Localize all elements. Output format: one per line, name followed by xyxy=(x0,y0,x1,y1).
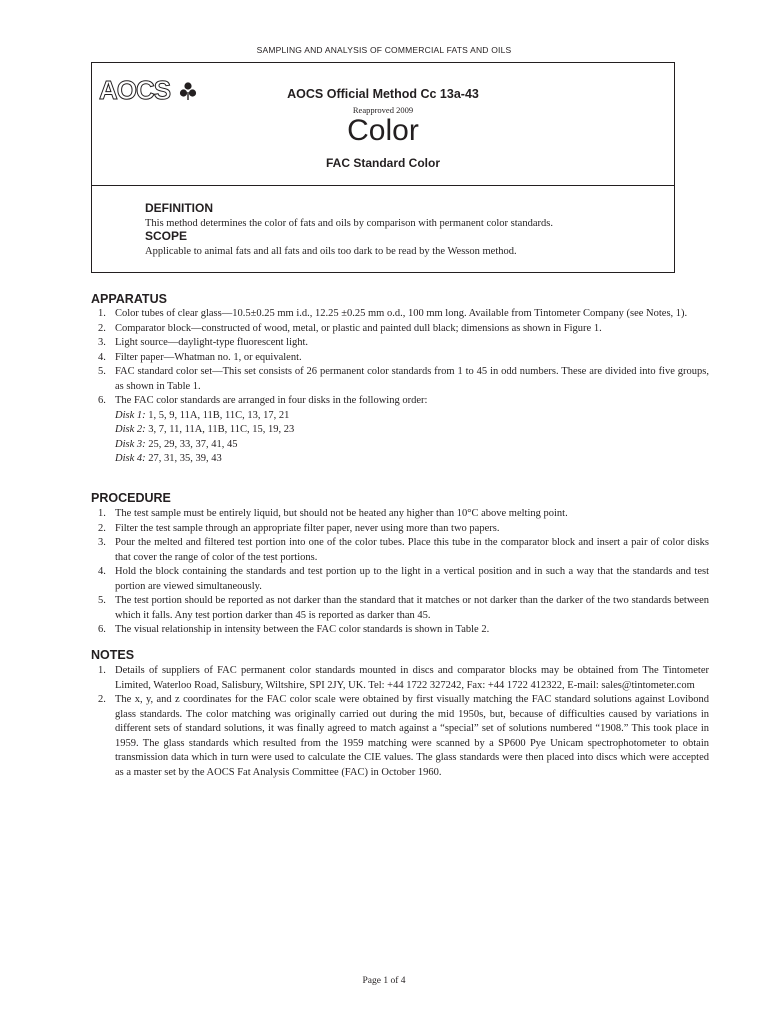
list-item xyxy=(91,336,709,351)
reapproved-note: Reapproved 2009 xyxy=(352,105,414,115)
item-number: 5. xyxy=(98,595,106,606)
disk-label: Disk 1: xyxy=(115,409,146,421)
item-number: 1. xyxy=(98,508,106,519)
list-item xyxy=(91,322,709,337)
header-divider xyxy=(92,185,674,186)
item-text: The FAC color standards are arranged in four disks in the following order: xyxy=(115,395,428,406)
disk-values: 27, 31, 35, 39, 43 xyxy=(148,453,222,464)
item-text: The visual relationship in intensity between the FAC color standards is shown in Table 2. xyxy=(115,624,490,635)
item-text: The test sample must be entirely liquid, but should not be heated any higher than 10°C above melting point. xyxy=(115,508,568,519)
list-item xyxy=(91,522,709,537)
item-text: Filter paper—Whatman no. 1, or equivalent. xyxy=(115,351,302,363)
list-item xyxy=(91,664,709,693)
list-item xyxy=(91,507,709,522)
disk-3-line xyxy=(115,438,709,453)
disk-label: Disk 3: xyxy=(115,438,146,450)
item-number: 3. xyxy=(98,537,106,548)
apparatus-heading: APPARATUS xyxy=(91,292,167,306)
item-text: Light source—daylight-type fluorescent light. xyxy=(115,337,309,348)
list-item xyxy=(91,565,709,594)
disk-values: 3, 7, 11, 11A, 11B, 11C, 15, 19, 23 xyxy=(148,424,295,435)
item-text: The test portion should be reported as not darker than the standard that it matches or not darker than the darker of the two standards between which it falls. Any test portion darker than 45 is reported as darker than 45. xyxy=(115,595,709,621)
apparatus-list xyxy=(91,307,709,467)
item-number: 6. xyxy=(98,624,106,635)
list-item xyxy=(91,623,709,638)
disk-label: Disk 2: xyxy=(115,424,146,435)
definition-heading: DEFINITION xyxy=(145,201,213,215)
scope-heading: SCOPE xyxy=(145,229,188,243)
definition-text: This method determines the color of fats and oils by comparison with permanent color standards. xyxy=(145,218,553,229)
list-item xyxy=(91,351,709,366)
method-number: AOCS Official Method Cc 13a-43 xyxy=(287,87,479,101)
notes-list xyxy=(91,664,709,780)
item-number: 5. xyxy=(98,366,106,377)
notes-heading: NOTES xyxy=(91,648,135,662)
item-text: Details of suppliers of FAC permanent color standards mounted in discs and comparator blocks may be obtained from The Tintometer Limited, Waterloo Road, Salisbury, Wiltshire, SPI 2JY, UK. Tel: +44 1722 327242, Fax: +44 1722 412322, E-mail: sales@tintometer.com xyxy=(115,665,709,691)
procedure-list xyxy=(91,507,709,638)
list-item xyxy=(91,693,709,780)
item-number: 6. xyxy=(98,395,106,406)
item-text: Filter the test sample through an appropriate filter paper, never using more than two papers. xyxy=(115,522,500,534)
disk-label: Disk 4: xyxy=(115,453,146,464)
item-text: FAC standard color set—This set consists of 26 permanent color standards from 1 to 45 in odd numbers. These are divided into five groups, as shown in Table 1. xyxy=(115,366,709,392)
item-text: Pour the melted and filtered test portion into one of the color tubes. Place this tube in the comparator block and insert a pair of color disks that cover the range of color of the test portions. xyxy=(115,537,709,563)
list-item xyxy=(91,307,709,322)
item-number: 1. xyxy=(98,665,106,676)
item-number: 4. xyxy=(98,566,106,577)
scope-text: Applicable to animal fats and all fats and oils too dark to be read by the Wesson method. xyxy=(145,246,517,257)
item-number: 4. xyxy=(98,351,106,363)
list-item xyxy=(91,365,709,394)
disk-1-line xyxy=(115,409,709,424)
item-text: Comparator block—constructed of wood, metal, or plastic and painted dull black; dimensions as shown in Figure 1. xyxy=(115,322,602,334)
page-subtitle: FAC Standard Color xyxy=(325,156,440,170)
item-text: Hold the block containing the standards and test portion up to the light in a vertical position and in such a way that the standards and test portion are viewed simultaneously. xyxy=(115,566,709,592)
method-header-box xyxy=(91,62,675,273)
list-item xyxy=(91,594,709,623)
item-text: Color tubes of clear glass—10.5±0.25 mm i.d., 12.25 ±0.25 mm o.d., 100 mm long. Available from Tintometer Company (see Notes, 1). xyxy=(115,308,688,319)
page-title: Color xyxy=(347,114,419,147)
list-item xyxy=(91,394,709,467)
item-text: The x, y, and z coordinates for the FAC color scale were obtained by first visually matching the FAC standard solutions against Lovibond glass standards. The color matching was originally carried out during the mid 1950s, but, because of difficulties caused by variations in different sets of standard solutions, it was finally agreed to match against a “special” set of solutions numbered “1908.” This took place in 1959. The glass standards which resulted from the 1959 matching were scanned by a SP600 Pye Unicam spectrophotometer to obtain transmission data which in turn were used to calculate the CIE values. The glass standards were then placed into discs which were accepted as a master set by the AOCS Fat Analysis Committee (FAC) in October 1960. xyxy=(115,694,709,778)
item-number: 1. xyxy=(98,308,106,319)
list-item xyxy=(91,536,709,565)
item-number: 3. xyxy=(98,337,106,348)
disk-values: 25, 29, 33, 37, 41, 45 xyxy=(148,438,238,450)
page-number: Page 1 of 4 xyxy=(362,976,406,986)
procedure-heading: PROCEDURE xyxy=(91,491,171,505)
item-number: 2. xyxy=(98,694,106,705)
item-number: 2. xyxy=(98,522,106,534)
running-head: SAMPLING AND ANALYSIS OF COMMERCIAL FATS AND OILS xyxy=(256,45,512,55)
item-number: 2. xyxy=(98,322,106,334)
disk-values: 1, 5, 9, 11A, 11B, 11C, 13, 17, 21 xyxy=(148,409,290,421)
disk-2-line xyxy=(115,423,709,438)
disk-4-line xyxy=(115,452,709,467)
svg-text:AOCS: AOCS xyxy=(99,75,171,105)
